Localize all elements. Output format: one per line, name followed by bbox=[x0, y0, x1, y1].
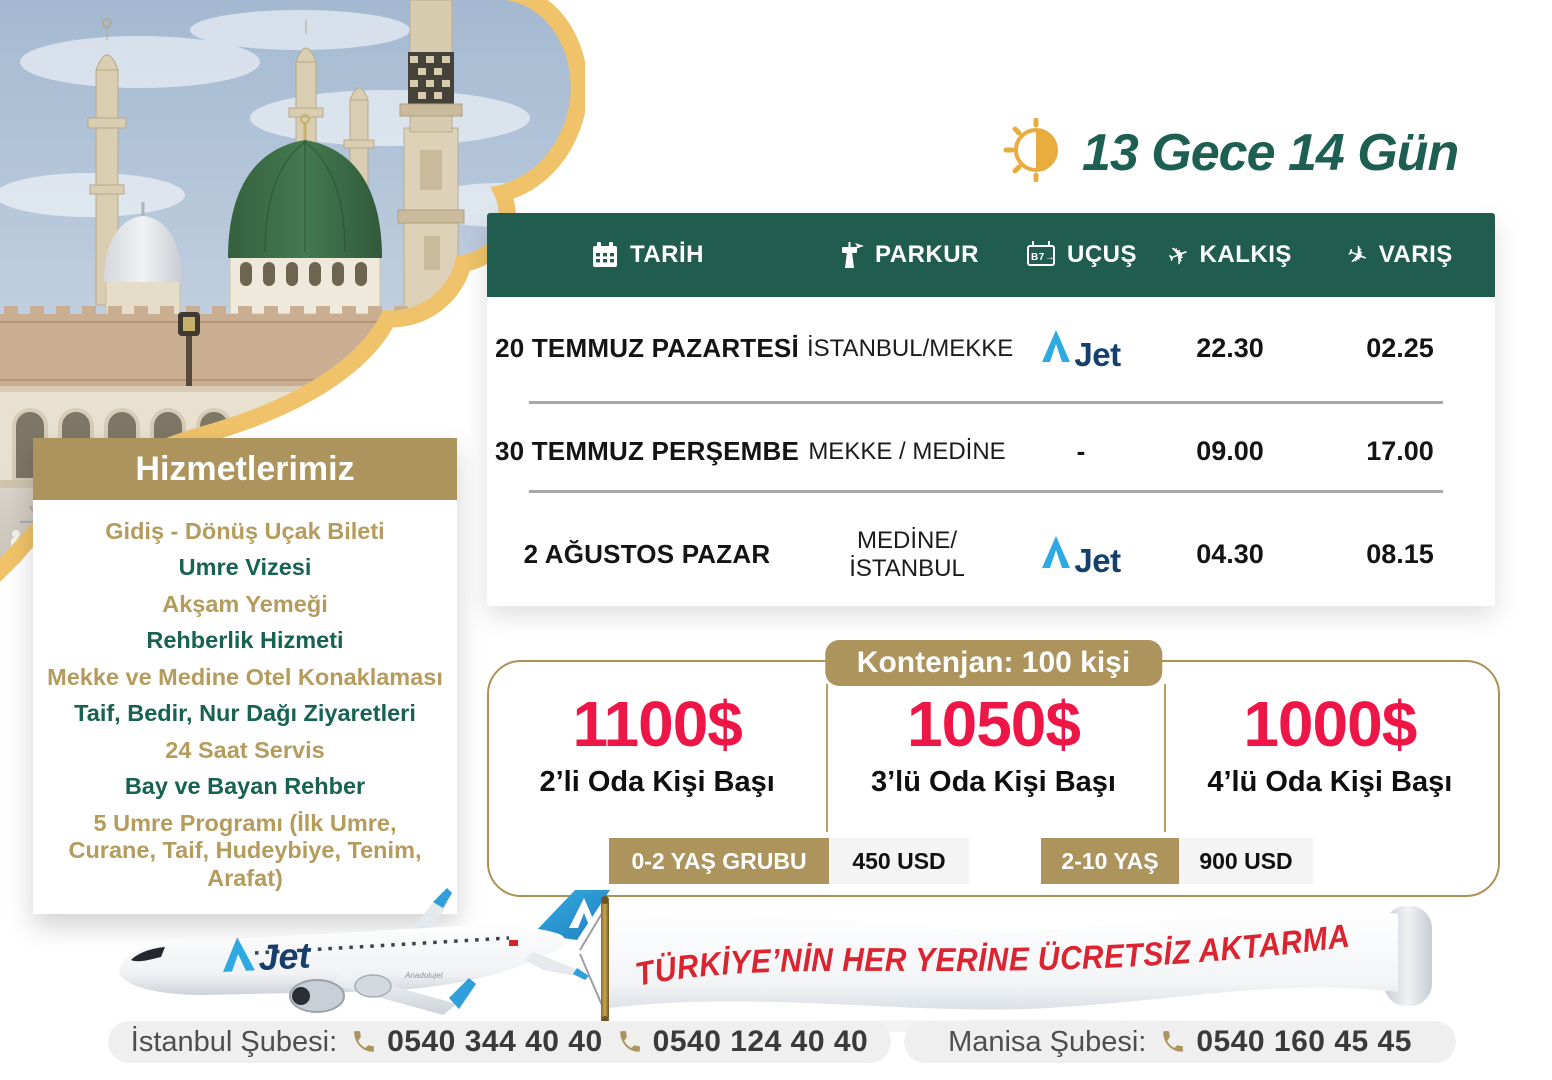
contact-pill-istanbul bbox=[108, 1021, 891, 1063]
column-header-ucus bbox=[1007, 240, 1155, 270]
price-tier bbox=[1162, 688, 1498, 799]
row-divider bbox=[529, 490, 1443, 493]
board-text: B7→ bbox=[1030, 252, 1056, 263]
ajet-logo-icon bbox=[1041, 535, 1071, 574]
service-item: Taif, Bedir, Nur Dağı Ziyaretleri bbox=[74, 700, 416, 727]
services-card bbox=[33, 438, 457, 914]
contact-pill-manisa bbox=[904, 1021, 1456, 1063]
service-item: Rehberlik Hizmeti bbox=[146, 627, 344, 654]
tier-label: 4’lü Oda Kişi Başı bbox=[1207, 766, 1453, 798]
arrival-time: 02.25 bbox=[1366, 333, 1434, 363]
service-item: Gidiş - Dönüş Uçak Bileti bbox=[105, 518, 385, 544]
plane-takeoff-icon: ✈ bbox=[1163, 237, 1195, 273]
banner-text: TÜRKİYE’NİN HER YERİNE ÜCRETSİZ AKTARMA bbox=[632, 916, 1355, 993]
column-label: KALKIŞ bbox=[1199, 241, 1292, 268]
airline-cell: - bbox=[1076, 436, 1086, 466]
services-title: Hizmetlerimiz bbox=[135, 449, 355, 488]
column-header-kalkis bbox=[1155, 237, 1305, 273]
price-tier bbox=[825, 688, 1161, 799]
ajet-wordmark: Jet bbox=[1074, 335, 1121, 373]
row-divider bbox=[529, 401, 1443, 404]
duration-headline bbox=[1002, 118, 1458, 187]
column-label: UÇUŞ bbox=[1066, 241, 1137, 268]
route-cell: MEDİNE/İSTANBUL bbox=[849, 526, 965, 582]
age-group-price: 900 USD bbox=[1179, 838, 1313, 884]
flight-board-icon bbox=[1025, 240, 1057, 270]
tier-price: 1050$ bbox=[907, 688, 1080, 760]
airline-cell bbox=[1007, 535, 1155, 579]
column-label: VARIŞ bbox=[1378, 241, 1453, 268]
airline-cell bbox=[1007, 329, 1155, 373]
airport-tower-icon bbox=[835, 240, 865, 270]
departure-time: 04.30 bbox=[1196, 539, 1264, 569]
ajet-logo-icon bbox=[1041, 329, 1071, 368]
column-label: TARİH bbox=[629, 241, 705, 268]
age-group-label: 2-10 YAŞ bbox=[1041, 838, 1179, 884]
route-cell: İSTANBUL/MEKKE bbox=[807, 334, 1014, 362]
tier-divider bbox=[826, 684, 828, 832]
schedule-row bbox=[487, 400, 1495, 503]
service-item: Umre Vizesi bbox=[178, 554, 312, 581]
departure-time: 22.30 bbox=[1196, 333, 1264, 363]
tier-price: 1000$ bbox=[1243, 688, 1417, 760]
duration-title: 13 Gece 14 Gün bbox=[1082, 123, 1459, 182]
ajet-plane-image bbox=[105, 886, 625, 1031]
pricing-box bbox=[487, 646, 1500, 897]
arrival-time: 17.00 bbox=[1366, 436, 1434, 466]
schedule-row bbox=[487, 503, 1495, 606]
service-item: Mekke ve Medine Otel Konaklaması bbox=[47, 663, 443, 690]
phone-icon bbox=[617, 1029, 643, 1055]
age-group bbox=[609, 838, 969, 884]
age-group-price: 450 USD bbox=[829, 838, 969, 884]
services-list bbox=[33, 500, 457, 914]
sun-icon bbox=[1002, 118, 1066, 187]
schedule-row bbox=[487, 297, 1495, 400]
date-cell: 30 TEMMUZ PERŞEMBE bbox=[494, 436, 800, 466]
services-header bbox=[33, 438, 457, 500]
route-cell: MEKKE / MEDİNE bbox=[808, 437, 1006, 465]
schedule-table bbox=[487, 213, 1495, 606]
service-item: 5 Umre Programı (İlk Umre, Curane, Taif, Hudeybiye, Tenim, Arafat) bbox=[68, 809, 422, 891]
age-group bbox=[1041, 838, 1313, 884]
tier-label: 3’lü Oda Kişi Başı bbox=[871, 766, 1116, 798]
date-cell: 20 TEMMUZ PAZARTESİ bbox=[495, 333, 799, 363]
phone-number: 0540 344 40 40 bbox=[387, 1025, 603, 1058]
date-cell: 2 AĞUSTOS PAZAR bbox=[523, 539, 771, 569]
phone-icon bbox=[351, 1029, 377, 1055]
schedule-header bbox=[487, 213, 1495, 297]
ajet-wordmark: Jet bbox=[1074, 541, 1121, 579]
calendar-icon bbox=[590, 240, 620, 270]
banner-ribbon bbox=[578, 888, 1478, 1033]
column-label: PARKUR bbox=[875, 241, 979, 268]
phone-number: 0540 124 40 40 bbox=[652, 1025, 869, 1058]
service-item: Bay ve Bayan Rehber bbox=[124, 773, 366, 800]
age-group-label: 0-2 YAŞ GRUBU bbox=[609, 838, 829, 884]
branch-label: İstanbul Şubesi: bbox=[130, 1025, 338, 1058]
phone-icon bbox=[1160, 1029, 1186, 1055]
phone-number: 0540 160 45 45 bbox=[1196, 1025, 1412, 1058]
arrival-time: 08.15 bbox=[1366, 539, 1434, 569]
plane-livery-text: Anadolujet bbox=[405, 971, 443, 980]
plane-landing-icon: ✈ bbox=[1342, 237, 1374, 273]
price-tier bbox=[489, 688, 825, 799]
column-header-varis bbox=[1305, 237, 1495, 273]
capacity-badge: Kontenjan: 100 kişi bbox=[825, 640, 1162, 686]
service-item: Akşam Yemeği bbox=[162, 590, 328, 617]
tier-label: 2’li Oda Kişi Başı bbox=[539, 766, 775, 798]
plane-jet-wordmark: Jet bbox=[257, 934, 312, 979]
service-item: 24 Saat Servis bbox=[165, 736, 325, 763]
departure-time: 09.00 bbox=[1196, 436, 1264, 466]
column-header-tarih bbox=[487, 240, 807, 270]
branch-label: Manisa Şubesi: bbox=[948, 1025, 1147, 1058]
tier-divider bbox=[1164, 684, 1166, 832]
tier-price: 1100$ bbox=[572, 688, 742, 760]
banner-pole bbox=[601, 902, 609, 1018]
column-header-parkur bbox=[807, 240, 1007, 270]
